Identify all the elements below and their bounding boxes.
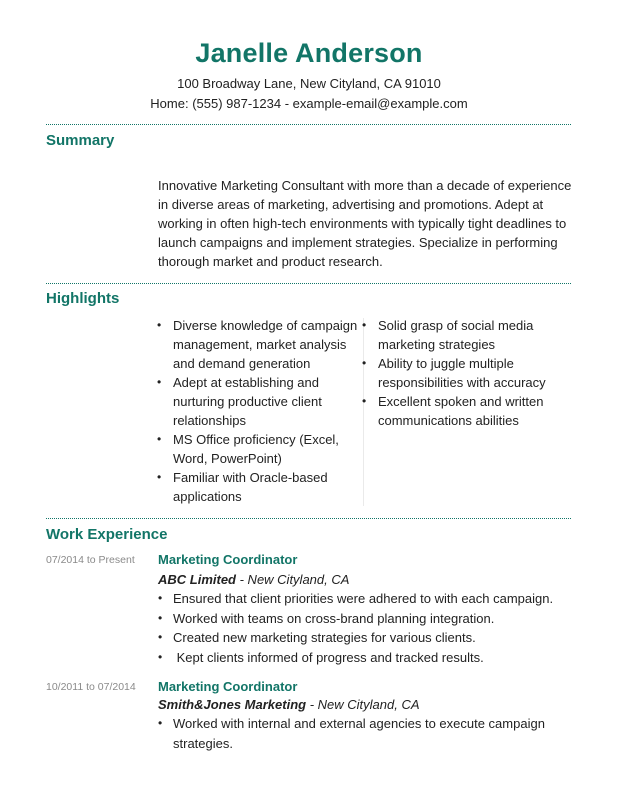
highlight-item: • MS Office proficiency (Excel, Word, PowerPoint) <box>157 430 362 468</box>
highlights-left-column <box>157 316 362 506</box>
highlight-item: • Diverse knowledge of campaign management, market analysis and demand generation <box>157 316 362 373</box>
job-company-line <box>158 697 420 712</box>
job-duty-item: • Created new marketing strategies for various clients. <box>158 628 578 648</box>
job-duty-item: • Worked with internal and external agencies to execute campaign strategies. <box>158 714 578 753</box>
job-dates: 07/2014 to Present <box>46 554 135 566</box>
summary-text: Innovative Marketing Consultant with more than a decade of experience in diverse areas of marketing, advertising and promotions. Adept at working in often high-tech environments with typically tight deadlines to launch campaigns and implement strategies. Specialize in performing thorough market and product research. <box>158 178 572 269</box>
highlights-heading: Highlights <box>46 290 120 307</box>
job-duty-item: • Ensured that client priorities were adhered to with each campaign. <box>158 589 578 609</box>
job-location: - New Cityland, CA <box>306 697 420 712</box>
job-duties <box>158 714 578 753</box>
contact-address: 100 Broadway Lane, New Cityland, CA 91010 <box>177 76 441 91</box>
section-divider <box>46 124 571 125</box>
experience-heading: Work Experience <box>46 526 168 543</box>
highlight-item: • Excellent spoken and written communications abilities <box>362 392 562 430</box>
highlights-right-column <box>362 316 562 430</box>
section-divider <box>46 518 571 519</box>
contact-phone-email: Home: (555) 987-1234 - example-email@example.com <box>150 96 468 111</box>
section-divider <box>46 283 571 284</box>
highlight-item: • Solid grasp of social media marketing strategies <box>362 316 562 354</box>
job-duties <box>158 589 578 667</box>
job-title: Marketing Coordinator <box>158 552 298 567</box>
job-duty-item: • Worked with teams on cross-brand planning integration. <box>158 609 578 629</box>
highlight-item: • Ability to juggle multiple responsibilities with accuracy <box>362 354 562 392</box>
job-company: Smith&Jones Marketing <box>158 697 307 712</box>
highlight-item: • Familiar with Oracle-based applications <box>157 468 362 506</box>
highlight-item: • Adept at establishing and nurturing productive client relationships <box>157 373 362 430</box>
job-duty-item: • Kept clients informed of progress and tracked results. <box>158 648 578 668</box>
job-dates: 10/2011 to 07/2014 <box>46 681 136 693</box>
job-company: ABC Limited <box>158 572 236 587</box>
job-company-line <box>158 572 349 587</box>
candidate-name: Janelle Anderson <box>195 38 423 68</box>
job-title: Marketing Coordinator <box>158 679 298 694</box>
summary-heading: Summary <box>46 132 115 149</box>
job-location: - New Cityland, CA <box>236 572 350 587</box>
